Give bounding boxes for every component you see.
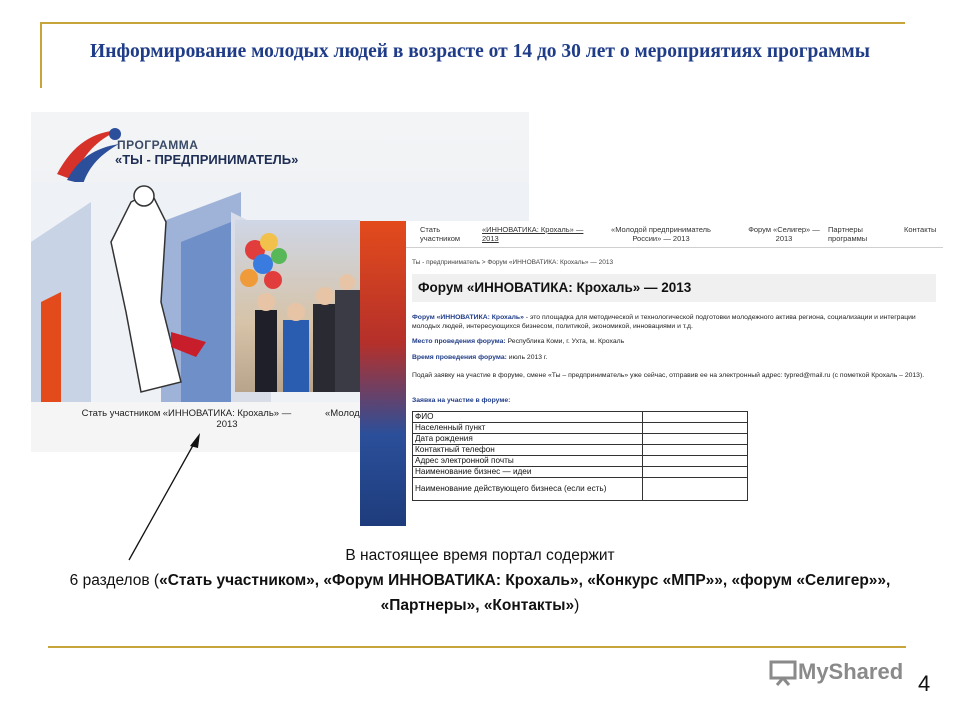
table-row bbox=[413, 434, 748, 445]
top-rule bbox=[40, 22, 905, 24]
nav-young-entrepreneur[interactable]: «Молодой предприниматель России» — 2013 bbox=[611, 225, 711, 243]
time-line bbox=[412, 353, 937, 362]
table-row bbox=[413, 412, 748, 423]
nav-partners[interactable]: Партнеры программы bbox=[828, 225, 868, 243]
table-row bbox=[413, 456, 748, 467]
caption-suffix: ) bbox=[574, 597, 580, 614]
slide-title: Информирование молодых людей в возрасте от 14 до 30 лет о мероприятиях программы bbox=[90, 41, 870, 62]
nav-seliger[interactable]: Форум «Селигер» — 2013 bbox=[748, 225, 820, 243]
application-form-table bbox=[412, 411, 748, 501]
table-row bbox=[413, 445, 748, 456]
form-field-value[interactable] bbox=[643, 412, 748, 423]
page-heading: Форум «ИННОВАТИКА: Крохаль» — 2013 bbox=[418, 280, 692, 295]
nav-innovatika[interactable]: «ИННОВАТИКА: Крохаль» — 2013 bbox=[162, 408, 292, 430]
table-row bbox=[413, 423, 748, 434]
form-field-label: Адрес электронной почты bbox=[413, 456, 643, 467]
nav-innovatika[interactable]: «ИННОВАТИКА: Крохаль» — 2013 bbox=[482, 225, 584, 243]
table-row bbox=[413, 478, 748, 501]
form-field-label: Наименование бизнес — идеи bbox=[413, 467, 643, 478]
intro-body: - это площадка для методической и технологической подготовки молодежного актива региона, социализации и интеграции молодых людей, интересующихся бизнесом, политикой, экономикой, инновациями и т.д. bbox=[412, 314, 916, 330]
watermark bbox=[768, 658, 918, 688]
photo-image bbox=[235, 220, 360, 392]
form-field-value[interactable] bbox=[643, 456, 748, 467]
form-field-label: Населенный пункт bbox=[413, 423, 643, 434]
caption-line-1: В настоящее время портал содержит bbox=[345, 547, 615, 564]
page-number: 4 bbox=[918, 671, 931, 696]
nav-young-entrepreneur[interactable]: «Молод bbox=[325, 408, 360, 419]
nav-contacts[interactable]: Контакты bbox=[904, 225, 937, 234]
table-row bbox=[413, 467, 748, 478]
forum-group-photo bbox=[235, 220, 360, 392]
intro-bold: Форум «ИННОВАТИКА: Крохаль» bbox=[412, 314, 524, 321]
caption-line-2 bbox=[20, 568, 940, 618]
breadcrumb[interactable]: Ты - предприниматель > Форум «ИННОВАТИКА: Крохаль» — 2013 bbox=[412, 259, 614, 266]
place-value: Республика Коми, г. Ухта, м. Крохаль bbox=[505, 338, 625, 345]
form-field-label: Контактный телефон bbox=[413, 445, 643, 456]
site-side-banner bbox=[360, 221, 406, 526]
bottom-rule bbox=[48, 646, 906, 648]
place-line bbox=[412, 337, 937, 346]
place-label: Место проведения форума: bbox=[412, 338, 506, 345]
form-field-label: ФИО bbox=[413, 412, 643, 423]
form-field-label: Дата рождения bbox=[413, 434, 643, 445]
form-field-value[interactable] bbox=[643, 434, 748, 445]
program-name: «ТЫ - ПРЕДПРИНИМАТЕЛЬ» bbox=[115, 152, 299, 167]
intro-text bbox=[412, 313, 937, 331]
form-field-value[interactable] bbox=[643, 478, 748, 501]
caption-prefix: 6 разделов ( bbox=[69, 572, 160, 589]
form-field-label: Наименование действующего бизнеса (если есть) bbox=[413, 478, 643, 501]
form-field-value[interactable] bbox=[643, 445, 748, 456]
watermark-text: MyShared bbox=[798, 659, 904, 685]
form-field-value[interactable] bbox=[643, 467, 748, 478]
nav-become-participant[interactable]: Стать участником bbox=[81, 408, 161, 419]
left-rule bbox=[40, 22, 42, 88]
form-title: Заявка на участие в форуме: bbox=[412, 397, 511, 404]
nav-become-participant[interactable]: Стать участником bbox=[420, 225, 461, 243]
presentation-board-icon bbox=[768, 658, 798, 686]
apply-text: Подай заявку на участие в форуме, смене «Ты – предприниматель» уже сейчас, отправив ее на электронный адрес: typred@mail.ru (с пометкой Крохаль – 2013). bbox=[412, 372, 925, 379]
time-label: Время проведения форума: bbox=[412, 354, 507, 361]
screenshot-forum-page bbox=[360, 221, 943, 526]
nav-divider bbox=[406, 247, 943, 248]
form-field-value[interactable] bbox=[643, 423, 748, 434]
caption bbox=[20, 543, 940, 618]
caption-sections-list: «Стать участником», «Форум ИННОВАТИКА: Крохаль», «Конкурс «МПР»», «форум «Селигер»», «Партнеры», «Контакты» bbox=[159, 572, 891, 614]
time-value: июль 2013 г. bbox=[506, 354, 548, 361]
program-label: ПРОГРАММА bbox=[117, 138, 199, 152]
